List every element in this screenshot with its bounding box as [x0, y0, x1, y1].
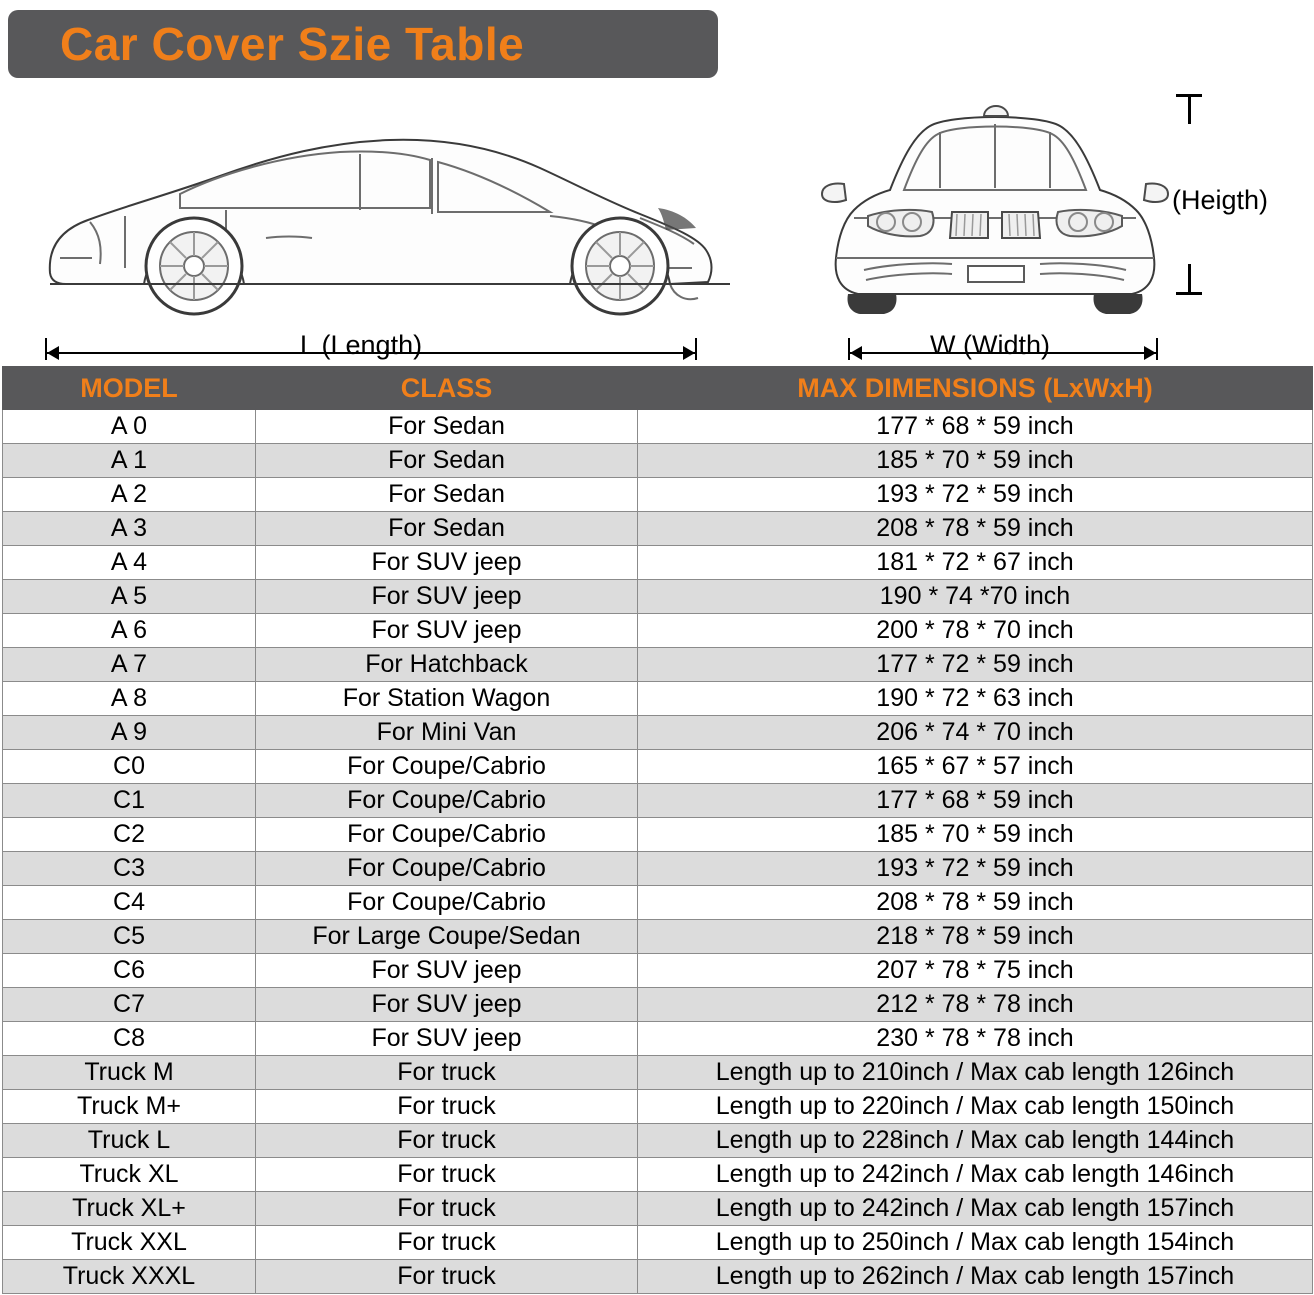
cell-class: For Coupe/Cabrio — [256, 818, 638, 852]
cell-class: For Large Coupe/Sedan — [256, 920, 638, 954]
cell-model: A 0 — [3, 410, 256, 444]
cell-model: C6 — [3, 954, 256, 988]
table-row — [3, 784, 1313, 818]
cell-dimensions: 193 * 72 * 59 inch — [638, 478, 1313, 512]
cell-model: Truck XL — [3, 1158, 256, 1192]
cell-model: A 8 — [3, 682, 256, 716]
table-row — [3, 614, 1313, 648]
cell-class: For SUV jeep — [256, 614, 638, 648]
table-row — [3, 682, 1313, 716]
cell-class: For Coupe/Cabrio — [256, 852, 638, 886]
table-row — [3, 478, 1313, 512]
cell-dimensions: Length up to 250inch / Max cab length 154inch — [638, 1226, 1313, 1260]
table-row — [3, 1158, 1313, 1192]
height-measure-tick-top — [1188, 94, 1191, 124]
cell-class: For Sedan — [256, 444, 638, 478]
cell-class: For Sedan — [256, 512, 638, 546]
cell-class: For truck — [256, 1158, 638, 1192]
column-header-model: MODEL — [3, 367, 256, 410]
cell-dimensions: 190 * 74 *70 inch — [638, 580, 1313, 614]
cell-dimensions: 206 * 74 * 70 inch — [638, 716, 1313, 750]
cell-class: For SUV jeep — [256, 1022, 638, 1056]
cell-model: A 7 — [3, 648, 256, 682]
table-row — [3, 512, 1313, 546]
cell-model: A 4 — [3, 546, 256, 580]
illustration-area — [0, 80, 1314, 362]
cell-class: For Sedan — [256, 410, 638, 444]
table-header-row — [3, 367, 1313, 410]
width-label: W (Width) — [930, 330, 1050, 360]
cell-dimensions: 193 * 72 * 59 inch — [638, 852, 1313, 886]
cell-model: Truck L — [3, 1124, 256, 1158]
cell-class: For truck — [256, 1260, 638, 1294]
cell-dimensions: 218 * 78 * 59 inch — [638, 920, 1313, 954]
length-arrow-right-icon — [683, 346, 695, 360]
table-row — [3, 954, 1313, 988]
table-row — [3, 750, 1313, 784]
cell-dimensions: 185 * 70 * 59 inch — [638, 444, 1313, 478]
cell-dimensions: 177 * 72 * 59 inch — [638, 648, 1313, 682]
table-row — [3, 1124, 1313, 1158]
cell-class: For Mini Van — [256, 716, 638, 750]
cell-model: Truck XXXL — [3, 1260, 256, 1294]
cell-dimensions: 200 * 78 * 70 inch — [638, 614, 1313, 648]
table-row — [3, 988, 1313, 1022]
title-bar — [8, 10, 718, 78]
cell-class: For SUV jeep — [256, 580, 638, 614]
cell-model: C7 — [3, 988, 256, 1022]
cell-model: A 5 — [3, 580, 256, 614]
width-arrow-right-icon — [1144, 346, 1156, 360]
table-row — [3, 886, 1313, 920]
cell-model: C0 — [3, 750, 256, 784]
cell-dimensions: Length up to 262inch / Max cab length 157inch — [638, 1260, 1313, 1294]
cell-class: For truck — [256, 1090, 638, 1124]
table-row — [3, 818, 1313, 852]
cell-class: For SUV jeep — [256, 954, 638, 988]
cell-class: For truck — [256, 1192, 638, 1226]
cell-model: A 9 — [3, 716, 256, 750]
table-row — [3, 1090, 1313, 1124]
cell-model: C5 — [3, 920, 256, 954]
table-row — [3, 716, 1313, 750]
cell-class: For truck — [256, 1226, 638, 1260]
width-arrow-left-icon — [850, 346, 862, 360]
cell-model: Truck M — [3, 1056, 256, 1090]
cell-dimensions: 208 * 78 * 59 inch — [638, 886, 1313, 920]
table-row — [3, 648, 1313, 682]
length-measure-cap-right — [695, 338, 697, 360]
cell-class: For Station Wagon — [256, 682, 638, 716]
table-body — [3, 410, 1313, 1294]
cell-model: C3 — [3, 852, 256, 886]
table-row — [3, 1226, 1313, 1260]
table-row — [3, 1192, 1313, 1226]
length-arrow-left-icon — [47, 346, 59, 360]
table-row — [3, 444, 1313, 478]
cell-dimensions: Length up to 210inch / Max cab length 126inch — [638, 1056, 1313, 1090]
cell-class: For Hatchback — [256, 648, 638, 682]
height-measure-tick-bottom — [1188, 264, 1191, 294]
cell-class: For Coupe/Cabrio — [256, 784, 638, 818]
column-header-dimensions: MAX DIMENSIONS (LxWxH) — [638, 367, 1313, 410]
cell-class: For SUV jeep — [256, 988, 638, 1022]
cell-model: Truck M+ — [3, 1090, 256, 1124]
cell-model: A 3 — [3, 512, 256, 546]
sedan-front-view-icon — [820, 98, 1170, 328]
cell-dimensions: Length up to 220inch / Max cab length 150inch — [638, 1090, 1313, 1124]
cell-dimensions: 177 * 68 * 59 inch — [638, 410, 1313, 444]
cell-model: C8 — [3, 1022, 256, 1056]
cell-class: For truck — [256, 1056, 638, 1090]
size-table — [2, 366, 1313, 1294]
height-label: (Heigth) — [1172, 185, 1269, 215]
cell-class: For truck — [256, 1124, 638, 1158]
cell-dimensions: Length up to 242inch / Max cab length 157inch — [638, 1192, 1313, 1226]
cell-class: For SUV jeep — [256, 546, 638, 580]
cell-model: C1 — [3, 784, 256, 818]
table-row — [3, 1022, 1313, 1056]
cell-model: A 6 — [3, 614, 256, 648]
table-row — [3, 852, 1313, 886]
page-title: Car Cover Szie Table — [60, 18, 525, 70]
width-measure-cap-right — [1156, 338, 1158, 360]
column-header-class: CLASS — [256, 367, 638, 410]
cell-class: For Sedan — [256, 478, 638, 512]
cell-dimensions: 165 * 67 * 57 inch — [638, 750, 1313, 784]
cell-dimensions: 208 * 78 * 59 inch — [638, 512, 1313, 546]
cell-model: Truck XL+ — [3, 1192, 256, 1226]
cell-dimensions: 230 * 78 * 78 inch — [638, 1022, 1313, 1056]
sedan-side-view-icon — [30, 98, 730, 328]
cell-dimensions: 185 * 70 * 59 inch — [638, 818, 1313, 852]
cell-model: A 1 — [3, 444, 256, 478]
table-row — [3, 410, 1313, 444]
table-row — [3, 920, 1313, 954]
table-row — [3, 1260, 1313, 1294]
cell-dimensions: 207 * 78 * 75 inch — [638, 954, 1313, 988]
cell-dimensions: Length up to 242inch / Max cab length 146inch — [638, 1158, 1313, 1192]
cell-dimensions: 212 * 78 * 78 inch — [638, 988, 1313, 1022]
table-row — [3, 580, 1313, 614]
cell-model: A 2 — [3, 478, 256, 512]
table-row — [3, 1056, 1313, 1090]
cell-class: For Coupe/Cabrio — [256, 886, 638, 920]
cell-model: Truck XXL — [3, 1226, 256, 1260]
cell-class: For Coupe/Cabrio — [256, 750, 638, 784]
cell-dimensions: 181 * 72 * 67 inch — [638, 546, 1313, 580]
cell-dimensions: 177 * 68 * 59 inch — [638, 784, 1313, 818]
table-row — [3, 546, 1313, 580]
cell-model: C2 — [3, 818, 256, 852]
cell-model: C4 — [3, 886, 256, 920]
length-label: L (Length) — [300, 330, 423, 360]
cell-dimensions: 190 * 72 * 63 inch — [638, 682, 1313, 716]
cell-dimensions: Length up to 228inch / Max cab length 144inch — [638, 1124, 1313, 1158]
